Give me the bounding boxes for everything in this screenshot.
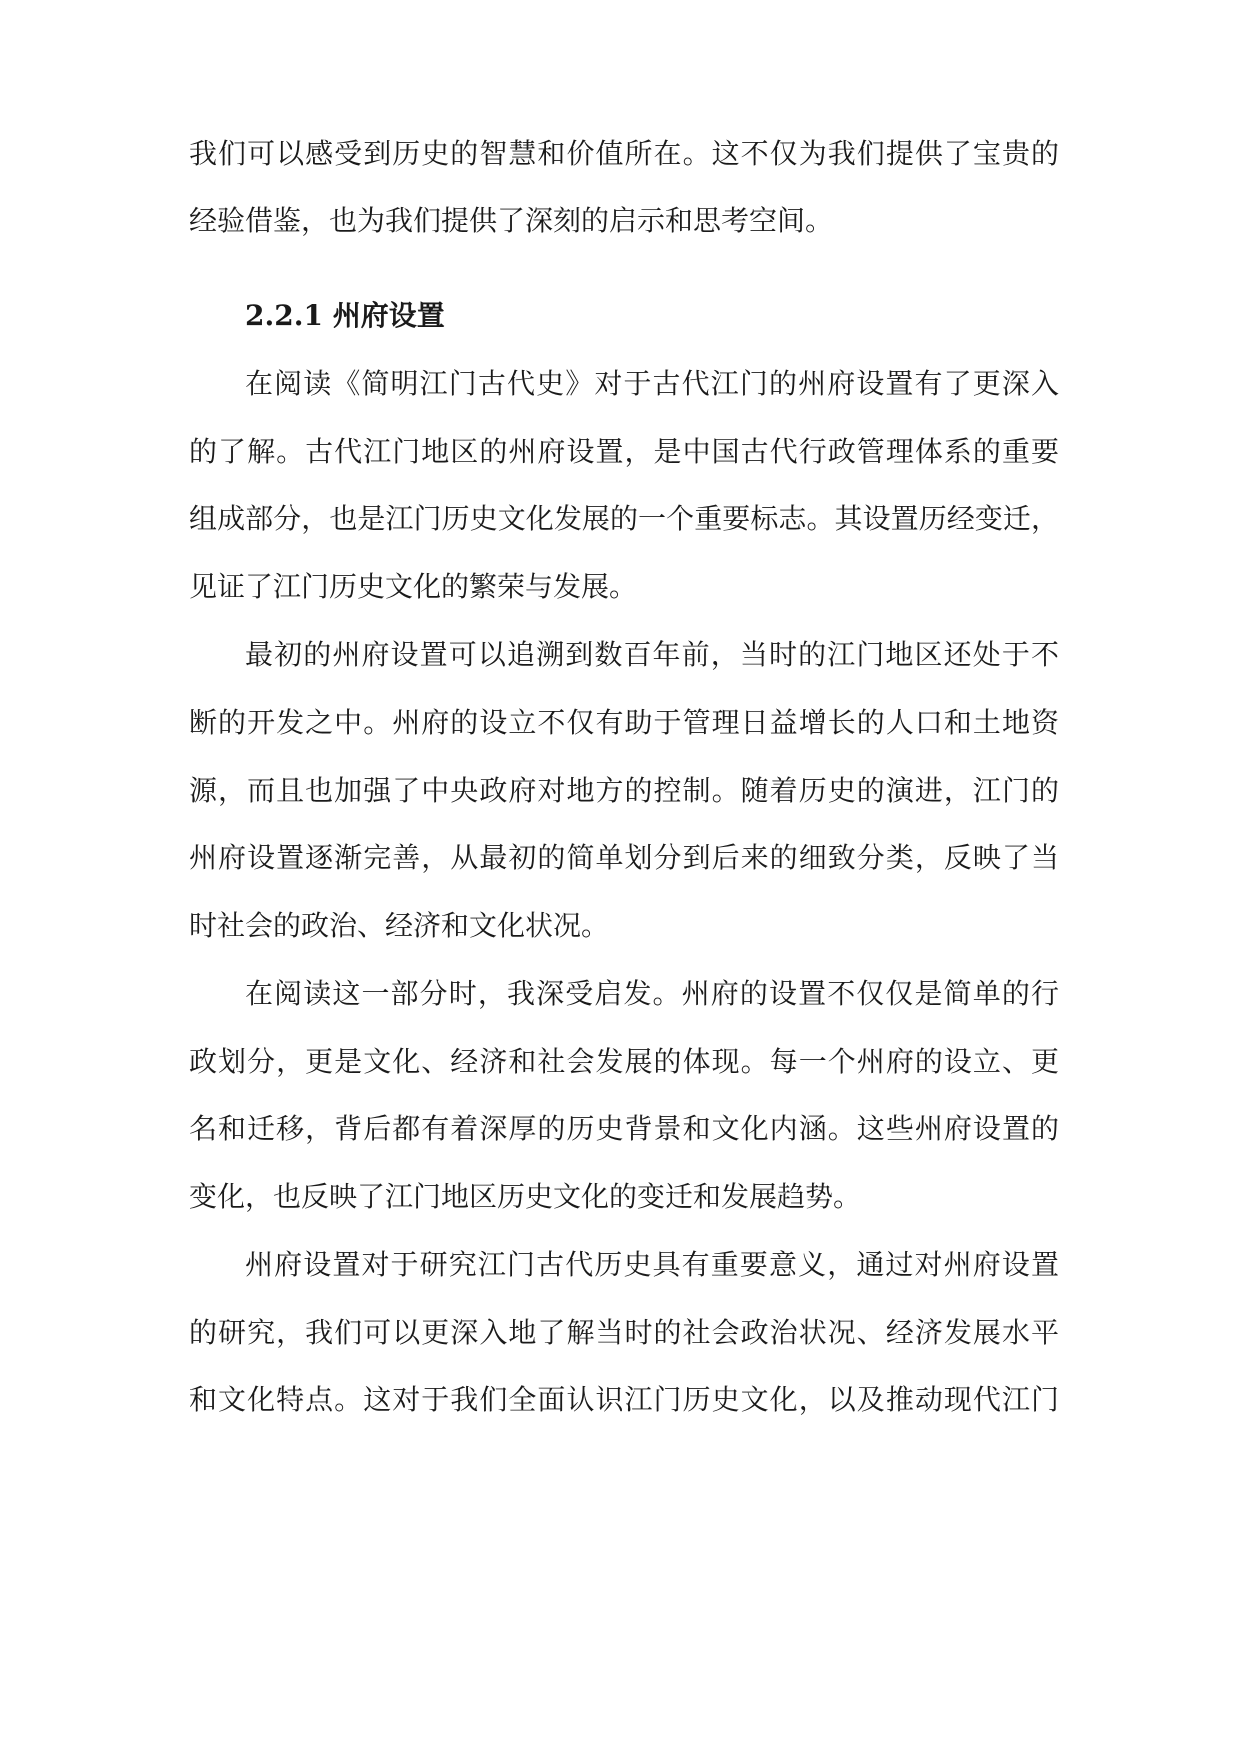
text-line: 经验借鉴，也为我们提供了深刻的启示和思考空间。 <box>189 204 834 237</box>
paragraph-line: 在阅读《简明江门古代史》对于古代江门的州府设置有了更深入 <box>245 367 1061 400</box>
paragraph-line: 变化，也反映了江门地区历史文化的变迁和发展趋势。 <box>189 1180 862 1213</box>
paragraph-line: 见证了江门历史文化的繁荣与发展。 <box>189 570 638 603</box>
paragraph-line: 时社会的政治、经济和文化状况。 <box>189 909 610 942</box>
paragraph-line: 州府设置对于研究江门古代历史具有重要意义，通过对州府设置 <box>245 1248 1061 1281</box>
paragraph-line: 组成部分，也是江门历史文化发展的一个重要标志。其设置历经变迁， <box>189 502 1060 535</box>
paragraph-line: 州府设置逐渐完善，从最初的简单划分到后来的细致分类，反映了当 <box>189 841 1061 874</box>
paragraph-line: 名和迁移，背后都有着深厚的历史背景和文化内涵。这些州府设置的 <box>189 1112 1061 1145</box>
paragraph-line: 最初的州府设置可以追溯到数百年前，当时的江门地区还处于不 <box>245 638 1061 671</box>
paragraph-line: 断的开发之中。州府的设立不仅有助于管理日益增长的人口和土地资 <box>189 706 1061 739</box>
paragraph-line: 政划分，更是文化、经济和社会发展的体现。每一个州府的设立、更 <box>189 1045 1061 1078</box>
text-line: 我们可以感受到历史的智慧和价值所在。这不仅为我们提供了宝贵的 <box>189 137 1061 170</box>
paragraph-line: 的研究，我们可以更深入地了解当时的社会政治状况、经济发展水平 <box>189 1316 1061 1349</box>
paragraph-line: 源，而且也加强了中央政府对地方的控制。随着历史的演进，江门的 <box>189 774 1061 807</box>
paragraph-line: 的了解。古代江门地区的州府设置，是中国古代行政管理体系的重要 <box>189 435 1061 468</box>
paragraph-line: 和文化特点。这对于我们全面认识江门历史文化，以及推动现代江门 <box>189 1383 1061 1416</box>
section-heading: 2.2.1 州府设置 <box>245 299 445 332</box>
paragraph-line: 在阅读这一部分时，我深受启发。州府的设置不仅仅是简单的行 <box>245 977 1061 1010</box>
